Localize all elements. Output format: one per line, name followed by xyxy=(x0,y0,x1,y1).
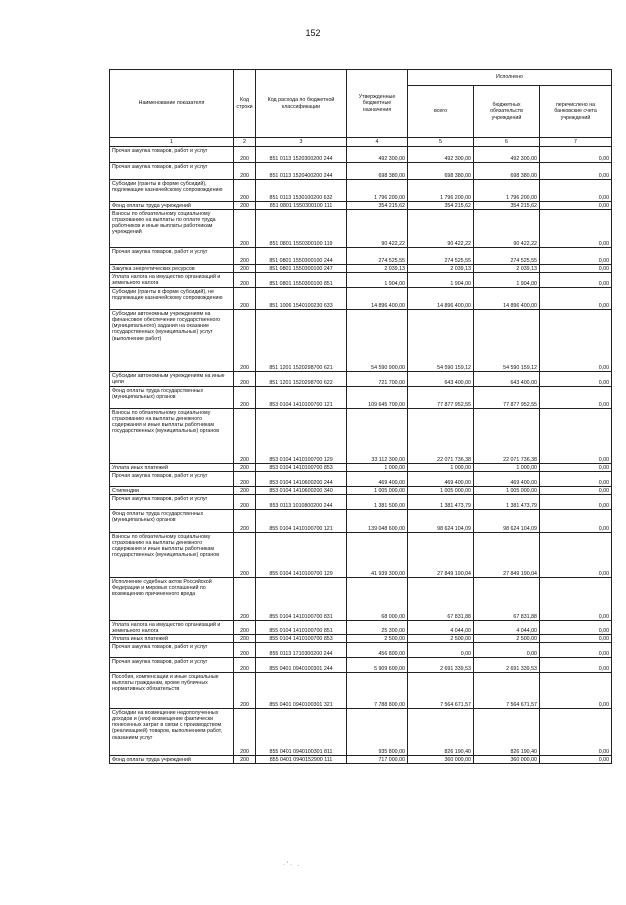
budget-code: 851 1006 1540100230 633 xyxy=(256,288,347,310)
executed-obligations: 1 796 200,00 xyxy=(474,180,540,202)
indicator-name: Пособия, компенсации и иные социальные выплаты гражданам, кроме публичных нормативных обязательств xyxy=(110,673,234,709)
line-code: 200 xyxy=(234,643,256,658)
column-number: 1 xyxy=(110,138,234,147)
executed-transferred: 0,00 xyxy=(540,310,612,372)
executed-transferred: 0,00 xyxy=(540,487,612,495)
line-code: 200 xyxy=(234,533,256,578)
executed-total: 27 849 190,04 xyxy=(408,533,474,578)
executed-total: 2 039,13 xyxy=(408,265,474,273)
line-code: 200 xyxy=(234,147,256,163)
approved-amount: 33 112 300,00 xyxy=(347,409,408,464)
executed-obligations: 643 400,00 xyxy=(474,372,540,387)
indicator-name: Субсидии автономным учреждениям на иные цели xyxy=(110,372,234,387)
executed-obligations: 90 422,22 xyxy=(474,210,540,248)
executed-obligations: 1 904,00 xyxy=(474,273,540,288)
executed-transferred: 0,00 xyxy=(540,409,612,464)
executed-obligations: 98 624 104,09 xyxy=(474,510,540,533)
executed-total: 826 190,40 xyxy=(408,709,474,756)
approved-amount: 68 000,00 xyxy=(347,578,408,621)
indicator-name: Прочая закупка товаров, работ и услуг xyxy=(110,643,234,658)
executed-transferred: 0,00 xyxy=(540,510,612,533)
line-code: 200 xyxy=(234,635,256,643)
footer-mark: ·'· . xyxy=(283,862,302,868)
executed-obligations: 54 590 159,12 xyxy=(474,310,540,372)
column-number-row xyxy=(110,138,612,147)
table-row xyxy=(110,635,612,643)
executed-obligations: 274 525,55 xyxy=(474,248,540,265)
table-row xyxy=(110,387,612,409)
budget-code: 855 0113 1710300200 244 xyxy=(256,643,347,658)
executed-total: 1 796 200,00 xyxy=(408,180,474,202)
column-number: 2 xyxy=(234,138,256,147)
budget-code: 853 0104 1410600200 340 xyxy=(256,487,347,495)
approved-amount: 1 904,00 xyxy=(347,273,408,288)
executed-obligations: 22 071 736,38 xyxy=(474,409,540,464)
budget-code: 855 0104 1410100700 851 xyxy=(256,621,347,635)
line-code: 200 xyxy=(234,495,256,510)
executed-obligations: 469 400,00 xyxy=(474,472,540,487)
budget-code: 853 0104 1410100700 121 xyxy=(256,387,347,409)
indicator-name: Прочая закупка товаров, работ и услуг xyxy=(110,163,234,180)
approved-amount: 469 400,00 xyxy=(347,472,408,487)
executed-total: 90 422,22 xyxy=(408,210,474,248)
executed-total: 7 564 671,57 xyxy=(408,673,474,709)
approved-amount: 5 909 600,00 xyxy=(347,658,408,673)
column-number: 3 xyxy=(256,138,347,147)
indicator-name: Исполнение судебных актов Российской Федерации и мировых соглашений по возмещению причиненного вреда xyxy=(110,578,234,621)
budget-code: 853 0104 1410100700 853 xyxy=(256,464,347,472)
indicator-name: Фонд оплаты труда учреждений xyxy=(110,202,234,210)
indicator-name: Субсидии автономным учреждениям на финансовое обеспечение государственного (муниципального) задания на оказание государственных (муниципальных) услуг (выполнение работ) xyxy=(110,310,234,372)
line-code: 200 xyxy=(234,673,256,709)
table-row xyxy=(110,180,612,202)
budget-code: 851 1201 1520298700 622 xyxy=(256,372,347,387)
approved-amount: 7 788 800,00 xyxy=(347,673,408,709)
line-code: 200 xyxy=(234,180,256,202)
approved-amount: 354 215,62 xyxy=(347,202,408,210)
line-code: 200 xyxy=(234,248,256,265)
approved-amount: 109 645 700,00 xyxy=(347,387,408,409)
indicator-name: Уплата налога на имущество организаций и земельного налога xyxy=(110,621,234,635)
table-row xyxy=(110,372,612,387)
approved-amount: 492 300,00 xyxy=(347,147,408,163)
executed-total: 14 896 400,00 xyxy=(408,288,474,310)
executed-transferred: 0,00 xyxy=(540,387,612,409)
table-row xyxy=(110,510,612,533)
budget-code: 851 0801 1550300100 247 xyxy=(256,265,347,273)
header-total: всего xyxy=(408,86,474,138)
executed-transferred: 0,00 xyxy=(540,180,612,202)
column-number: 7 xyxy=(540,138,612,147)
approved-amount: 1 000,00 xyxy=(347,464,408,472)
line-code: 200 xyxy=(234,409,256,464)
budget-code: 851 0801 1550300100 111 xyxy=(256,202,347,210)
line-code: 200 xyxy=(234,472,256,487)
budget-code: 855 0401 0940100301 811 xyxy=(256,709,347,756)
executed-obligations: 1 000,00 xyxy=(474,464,540,472)
budget-code: 855 0104 1410100700 831 xyxy=(256,578,347,621)
executed-obligations: 360 000,00 xyxy=(474,756,540,764)
page-number: 152 xyxy=(305,28,321,38)
budget-code: 853 0113 1010800200 244 xyxy=(256,495,347,510)
executed-transferred: 0,00 xyxy=(540,372,612,387)
executed-obligations: 4 044,00 xyxy=(474,621,540,635)
table-row xyxy=(110,288,612,310)
executed-total: 1 000,00 xyxy=(408,464,474,472)
executed-transferred: 0,00 xyxy=(540,578,612,621)
approved-amount: 274 525,55 xyxy=(347,248,408,265)
budget-code: 855 0401 0940100301 321 xyxy=(256,673,347,709)
budget-code: 851 0801 1550300100 851 xyxy=(256,273,347,288)
executed-total: 67 831,88 xyxy=(408,578,474,621)
executed-total: 469 400,00 xyxy=(408,472,474,487)
executed-obligations: 698 380,00 xyxy=(474,163,540,180)
indicator-name: Взносы по обязательному социальному страхованию на выплаты денежного содержания и иные выплаты работникам государственных (муниципальных) органов xyxy=(110,409,234,464)
table-body xyxy=(110,138,612,764)
column-number: 6 xyxy=(474,138,540,147)
executed-obligations: 27 849 190,04 xyxy=(474,533,540,578)
line-code: 200 xyxy=(234,510,256,533)
line-code: 200 xyxy=(234,487,256,495)
table-row xyxy=(110,756,612,764)
budget-code: 855 0104 1410100700 129 xyxy=(256,533,347,578)
executed-transferred: 0,00 xyxy=(540,709,612,756)
table-row xyxy=(110,533,612,578)
line-code: 200 xyxy=(234,202,256,210)
line-code: 200 xyxy=(234,621,256,635)
approved-amount: 1 005 000,00 xyxy=(347,487,408,495)
indicator-name: Взносы по обязательному социальному страхованию на выплаты по оплате труда работников и иные выплаты работникам учреждений xyxy=(110,210,234,248)
approved-amount: 717 000,00 xyxy=(347,756,408,764)
budget-code: 853 0104 1410100700 129 xyxy=(256,409,347,464)
executed-transferred: 0,00 xyxy=(540,464,612,472)
executed-obligations: 77 877 952,55 xyxy=(474,387,540,409)
table-row xyxy=(110,409,612,464)
table-row xyxy=(110,472,612,487)
budget-code: 851 0801 1550300100 244 xyxy=(256,248,347,265)
indicator-name: Уплата иных платежей xyxy=(110,635,234,643)
indicator-name: Субсидии (гранты в форме субсидий), подлежащие казначейскому сопровождению xyxy=(110,180,234,202)
table-row xyxy=(110,709,612,756)
executed-transferred: 0,00 xyxy=(540,288,612,310)
executed-obligations: 1 005 000,00 xyxy=(474,487,540,495)
table-row xyxy=(110,210,612,248)
executed-total: 1 381 473,79 xyxy=(408,495,474,510)
executed-transferred: 0,00 xyxy=(540,673,612,709)
executed-obligations: 492 300,00 xyxy=(474,147,540,163)
executed-transferred: 0,00 xyxy=(540,635,612,643)
executed-total: 2 691 339,53 xyxy=(408,658,474,673)
approved-amount: 721 700,00 xyxy=(347,372,408,387)
executed-obligations: 14 896 400,00 xyxy=(474,288,540,310)
executed-total: 98 624 104,09 xyxy=(408,510,474,533)
table-row xyxy=(110,495,612,510)
table-row xyxy=(110,273,612,288)
table-row xyxy=(110,310,612,372)
budget-code: 853 0104 1410600200 244 xyxy=(256,472,347,487)
table-row xyxy=(110,578,612,621)
column-number: 4 xyxy=(347,138,408,147)
budget-code: 851 0113 1530100200 632 xyxy=(256,180,347,202)
approved-amount: 90 422,22 xyxy=(347,210,408,248)
executed-transferred: 0,00 xyxy=(540,495,612,510)
indicator-name: Уплата налога на имущество организаций и земельного налога xyxy=(110,273,234,288)
approved-amount: 2 039,13 xyxy=(347,265,408,273)
line-code: 200 xyxy=(234,387,256,409)
line-code: 200 xyxy=(234,273,256,288)
executed-total: 360 000,00 xyxy=(408,756,474,764)
indicator-name: Субсидии (гранты в форме субсидий), не подлежащие казначейскому сопровождению xyxy=(110,288,234,310)
approved-amount: 1 381 500,00 xyxy=(347,495,408,510)
executed-transferred: 0,00 xyxy=(540,643,612,658)
budget-code: 851 0113 1520400200 244 xyxy=(256,163,347,180)
budget-code: 855 0104 1410100700 853 xyxy=(256,635,347,643)
executed-total: 274 525,55 xyxy=(408,248,474,265)
executed-total: 4 044,00 xyxy=(408,621,474,635)
line-code: 200 xyxy=(234,464,256,472)
indicator-name: Прочая закупка товаров, работ и услуг xyxy=(110,147,234,163)
budget-code: 855 0104 1410100700 121 xyxy=(256,510,347,533)
approved-amount: 935 800,00 xyxy=(347,709,408,756)
executed-transferred: 0,00 xyxy=(540,756,612,764)
executed-total: 0,00 xyxy=(408,643,474,658)
indicator-name: Фонд оплаты труда государственных (муниципальных) органов xyxy=(110,510,234,533)
table-row xyxy=(110,265,612,273)
indicator-name: Взносы по обязательному социальному страхованию на выплаты денежного содержания и иные выплаты работникам государственных (муниципальных) органов xyxy=(110,533,234,578)
budget-code: 855 0401 0940152900 111 xyxy=(256,756,347,764)
line-code: 200 xyxy=(234,709,256,756)
executed-transferred: 0,00 xyxy=(540,273,612,288)
budget-code: 855 0401 0940100301 244 xyxy=(256,658,347,673)
header-obligations: бюджетных обязательств учреждений xyxy=(474,86,540,138)
table-row xyxy=(110,248,612,265)
header-name: Наименование показателя xyxy=(110,70,234,138)
executed-obligations: 67 831,88 xyxy=(474,578,540,621)
budget-execution-table xyxy=(109,69,612,764)
approved-amount: 139 048 600,00 xyxy=(347,510,408,533)
header-executed: Исполнено xyxy=(408,70,612,86)
header-approved: Утвержденные бюджетные назначения xyxy=(347,70,408,138)
line-code: 200 xyxy=(234,658,256,673)
line-code: 200 xyxy=(234,288,256,310)
header-transferred: перечислено на банковские счета учреждений xyxy=(540,86,612,138)
approved-amount: 698 380,00 xyxy=(347,163,408,180)
header-line-code: Код строки xyxy=(234,70,256,138)
executed-transferred: 0,00 xyxy=(540,658,612,673)
indicator-name: Прочая закупка товаров, работ и услуг xyxy=(110,658,234,673)
executed-transferred: 0,00 xyxy=(540,202,612,210)
executed-transferred: 0,00 xyxy=(540,265,612,273)
table-row xyxy=(110,147,612,163)
executed-obligations: 2 500,00 xyxy=(474,635,540,643)
executed-obligations: 2 039,13 xyxy=(474,265,540,273)
executed-obligations: 354 215,62 xyxy=(474,202,540,210)
budget-code: 851 0801 1550300100 119 xyxy=(256,210,347,248)
executed-total: 354 215,62 xyxy=(408,202,474,210)
line-code: 200 xyxy=(234,310,256,372)
line-code: 200 xyxy=(234,265,256,273)
executed-obligations: 0,00 xyxy=(474,643,540,658)
executed-total: 698 380,00 xyxy=(408,163,474,180)
column-number: 5 xyxy=(408,138,474,147)
executed-transferred: 0,00 xyxy=(540,210,612,248)
indicator-name: Прочая закупка товаров, работ и услуг xyxy=(110,472,234,487)
table-row xyxy=(110,673,612,709)
indicator-name: Прочая закупка товаров, работ и услуг xyxy=(110,495,234,510)
table-row xyxy=(110,487,612,495)
line-code: 200 xyxy=(234,163,256,180)
approved-amount: 14 896 400,00 xyxy=(347,288,408,310)
table-row xyxy=(110,621,612,635)
line-code: 200 xyxy=(234,756,256,764)
indicator-name: Фонд оплаты труда учреждений xyxy=(110,756,234,764)
executed-total: 54 590 159,12 xyxy=(408,310,474,372)
approved-amount: 54 590 900,00 xyxy=(347,310,408,372)
table-row xyxy=(110,202,612,210)
executed-total: 2 500,00 xyxy=(408,635,474,643)
indicator-name: Прочая закупка товаров, работ и услуг xyxy=(110,248,234,265)
executed-transferred: 0,00 xyxy=(540,533,612,578)
header-budget-code: Код расхода по бюджетной классификации xyxy=(256,70,347,138)
table-row xyxy=(110,658,612,673)
table-row xyxy=(110,464,612,472)
approved-amount: 1 796 200,00 xyxy=(347,180,408,202)
executed-total: 22 071 736,38 xyxy=(408,409,474,464)
budget-code: 851 1201 1520298700 621 xyxy=(256,310,347,372)
indicator-name: Закупка энергетических ресурсов xyxy=(110,265,234,273)
executed-total: 77 877 952,55 xyxy=(408,387,474,409)
executed-transferred: 0,00 xyxy=(540,147,612,163)
table-row xyxy=(110,163,612,180)
approved-amount: 25 300,00 xyxy=(347,621,408,635)
line-code: 200 xyxy=(234,578,256,621)
executed-obligations: 1 381 473,79 xyxy=(474,495,540,510)
executed-transferred: 0,00 xyxy=(540,163,612,180)
executed-total: 1 005 000,00 xyxy=(408,487,474,495)
executed-obligations: 826 190,40 xyxy=(474,709,540,756)
executed-transferred: 0,00 xyxy=(540,621,612,635)
executed-transferred: 0,00 xyxy=(540,248,612,265)
indicator-name: Стипендии xyxy=(110,487,234,495)
executed-total: 643 400,00 xyxy=(408,372,474,387)
executed-obligations: 2 691 339,53 xyxy=(474,658,540,673)
approved-amount: 41 939 300,00 xyxy=(347,533,408,578)
line-code: 200 xyxy=(234,210,256,248)
budget-code: 851 0113 1520300200 244 xyxy=(256,147,347,163)
line-code: 200 xyxy=(234,372,256,387)
indicator-name: Субсидии на возмещение недополученных доходов и (или) возмещение фактически понесенных затрат в связи с производством (реализацией) товаров, выполнением работ, оказанием услуг xyxy=(110,709,234,756)
indicator-name: Фонд оплаты труда государственных (муниципальных) органов xyxy=(110,387,234,409)
executed-total: 492 300,00 xyxy=(408,147,474,163)
executed-obligations: 7 564 671,57 xyxy=(474,673,540,709)
table-row xyxy=(110,643,612,658)
executed-transferred: 0,00 xyxy=(540,472,612,487)
executed-total: 1 904,00 xyxy=(408,273,474,288)
approved-amount: 2 500,00 xyxy=(347,635,408,643)
approved-amount: 456 800,00 xyxy=(347,643,408,658)
indicator-name: Уплата иных платежей xyxy=(110,464,234,472)
